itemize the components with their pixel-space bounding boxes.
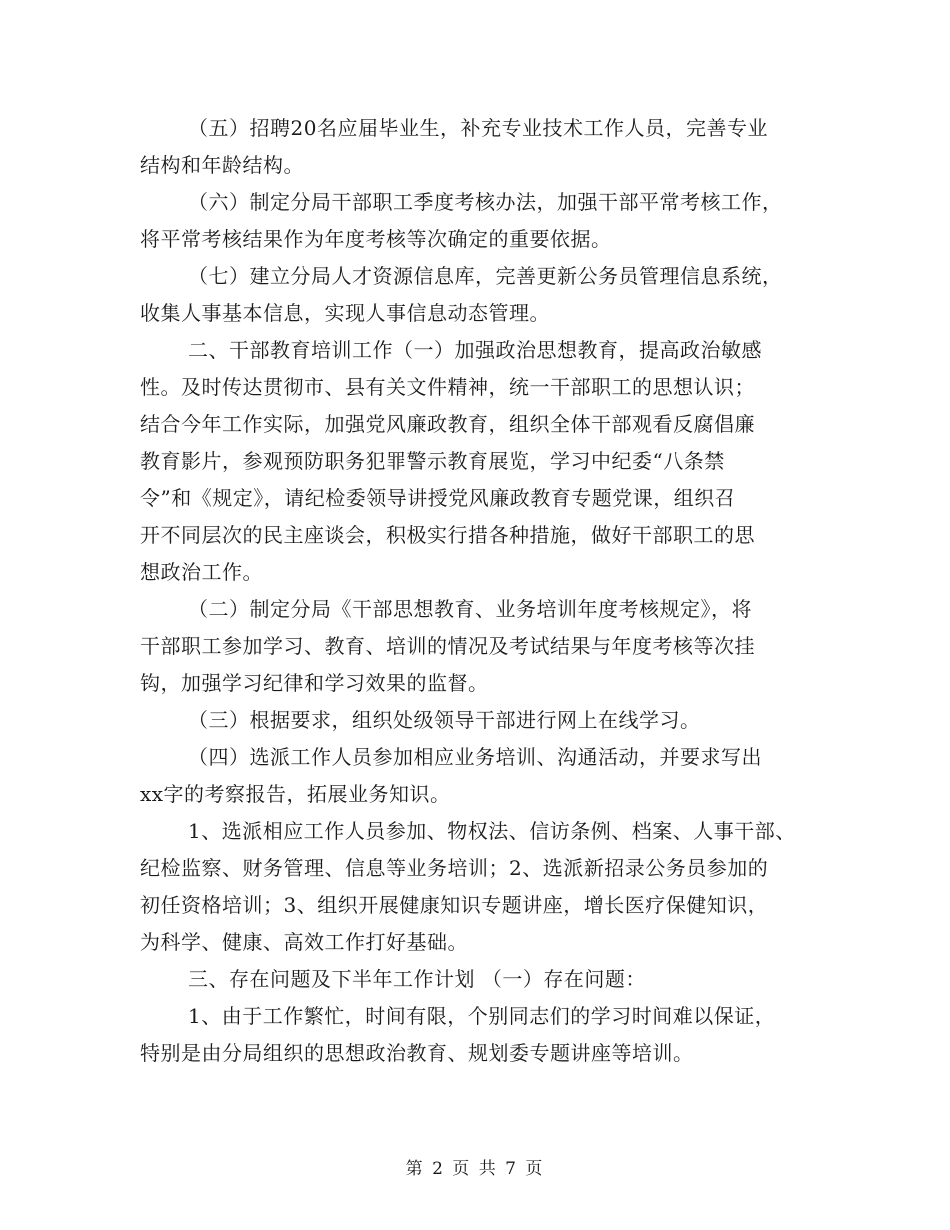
- text-line: （四）选派工作人员参加相应业务培训、沟通活动，并要求写出: [188, 745, 762, 769]
- text-line: 结合今年工作实际，加强党风廉政教育，组织全体干部观看反腐倡廉: [140, 412, 755, 436]
- page-footer: 第 2 页 共 7 页: [405, 1159, 545, 1179]
- text-line: （二）制定分局《干部思想教育、业务培训年度考核规定》，将: [188, 597, 752, 621]
- text-line: 初任资格培训；3、组织开展健康知识专题讲座，增长医疗保健知识，: [140, 893, 769, 917]
- text-line: 三、存在问题及下半年工作计划 （一）存在问题：: [188, 967, 646, 991]
- text-line: 结构和年龄结构。: [140, 153, 304, 177]
- text-line: 性。及时传达贯彻市、县有关文件精神，统一干部职工的思想认识；: [140, 375, 755, 399]
- text-line: 干部职工参加学习、教育、培训的情况及考试结果与年度考核等次挂: [140, 634, 755, 658]
- text-line: 钩，加强学习纪律和学习效果的监督。: [140, 671, 489, 695]
- text-line: 开不同层次的民主座谈会，积极实行措各种措施，做好干部职工的思: [140, 523, 755, 547]
- text-line: 为科学、健康、高效工作打好基础。: [140, 930, 468, 954]
- text-line: （六）制定分局干部职工季度考核办法，加强干部平常考核工作，: [188, 190, 783, 214]
- document-body: [140, 110, 820, 1072]
- text-line: （五）招聘20名应届毕业生，补充专业技术工作人员，完善专业: [188, 116, 768, 140]
- text-line: 1、由于工作繁忙，时间有限，个别同志们的学习时间难以保证，: [188, 1004, 776, 1028]
- text-line: 二、干部教育培训工作（一）加强政治思想教育，提高政治敏感: [188, 338, 762, 362]
- text-line: 特别是由分局组织的思想政治教育、规划委专题讲座等培训。: [140, 1041, 694, 1065]
- text-lines: [140, 110, 820, 1072]
- text-line: xx字的考察报告，拓展业务知识。: [140, 782, 451, 806]
- text-line: （三）根据要求，组织处级领导干部进行网上在线学习。: [188, 708, 701, 732]
- text-line: 教育影片，参观预防职务犯罪警示教育展览，学习中纪委“八条禁: [140, 449, 725, 473]
- text-line: 令”和《规定》，请纪检委领导讲授党风廉政教育专题党课，组织召: [140, 486, 736, 510]
- text-line: 收集人事基本信息，实现人事信息动态管理。: [140, 301, 550, 325]
- text-line: 纪检监察、财务管理、信息等业务培训；2、选派新招录公务员参加的: [140, 856, 769, 880]
- text-line: 想政治工作。: [140, 560, 263, 584]
- text-line: （七）建立分局人才资源信息库，完善更新公务员管理信息系统，: [188, 264, 783, 288]
- text-line: 将平常考核结果作为年度考核等次确定的重要依据。: [140, 227, 612, 251]
- text-line: 1、选派相应工作人员参加、物权法、信访条例、档案、人事干部、: [188, 819, 796, 843]
